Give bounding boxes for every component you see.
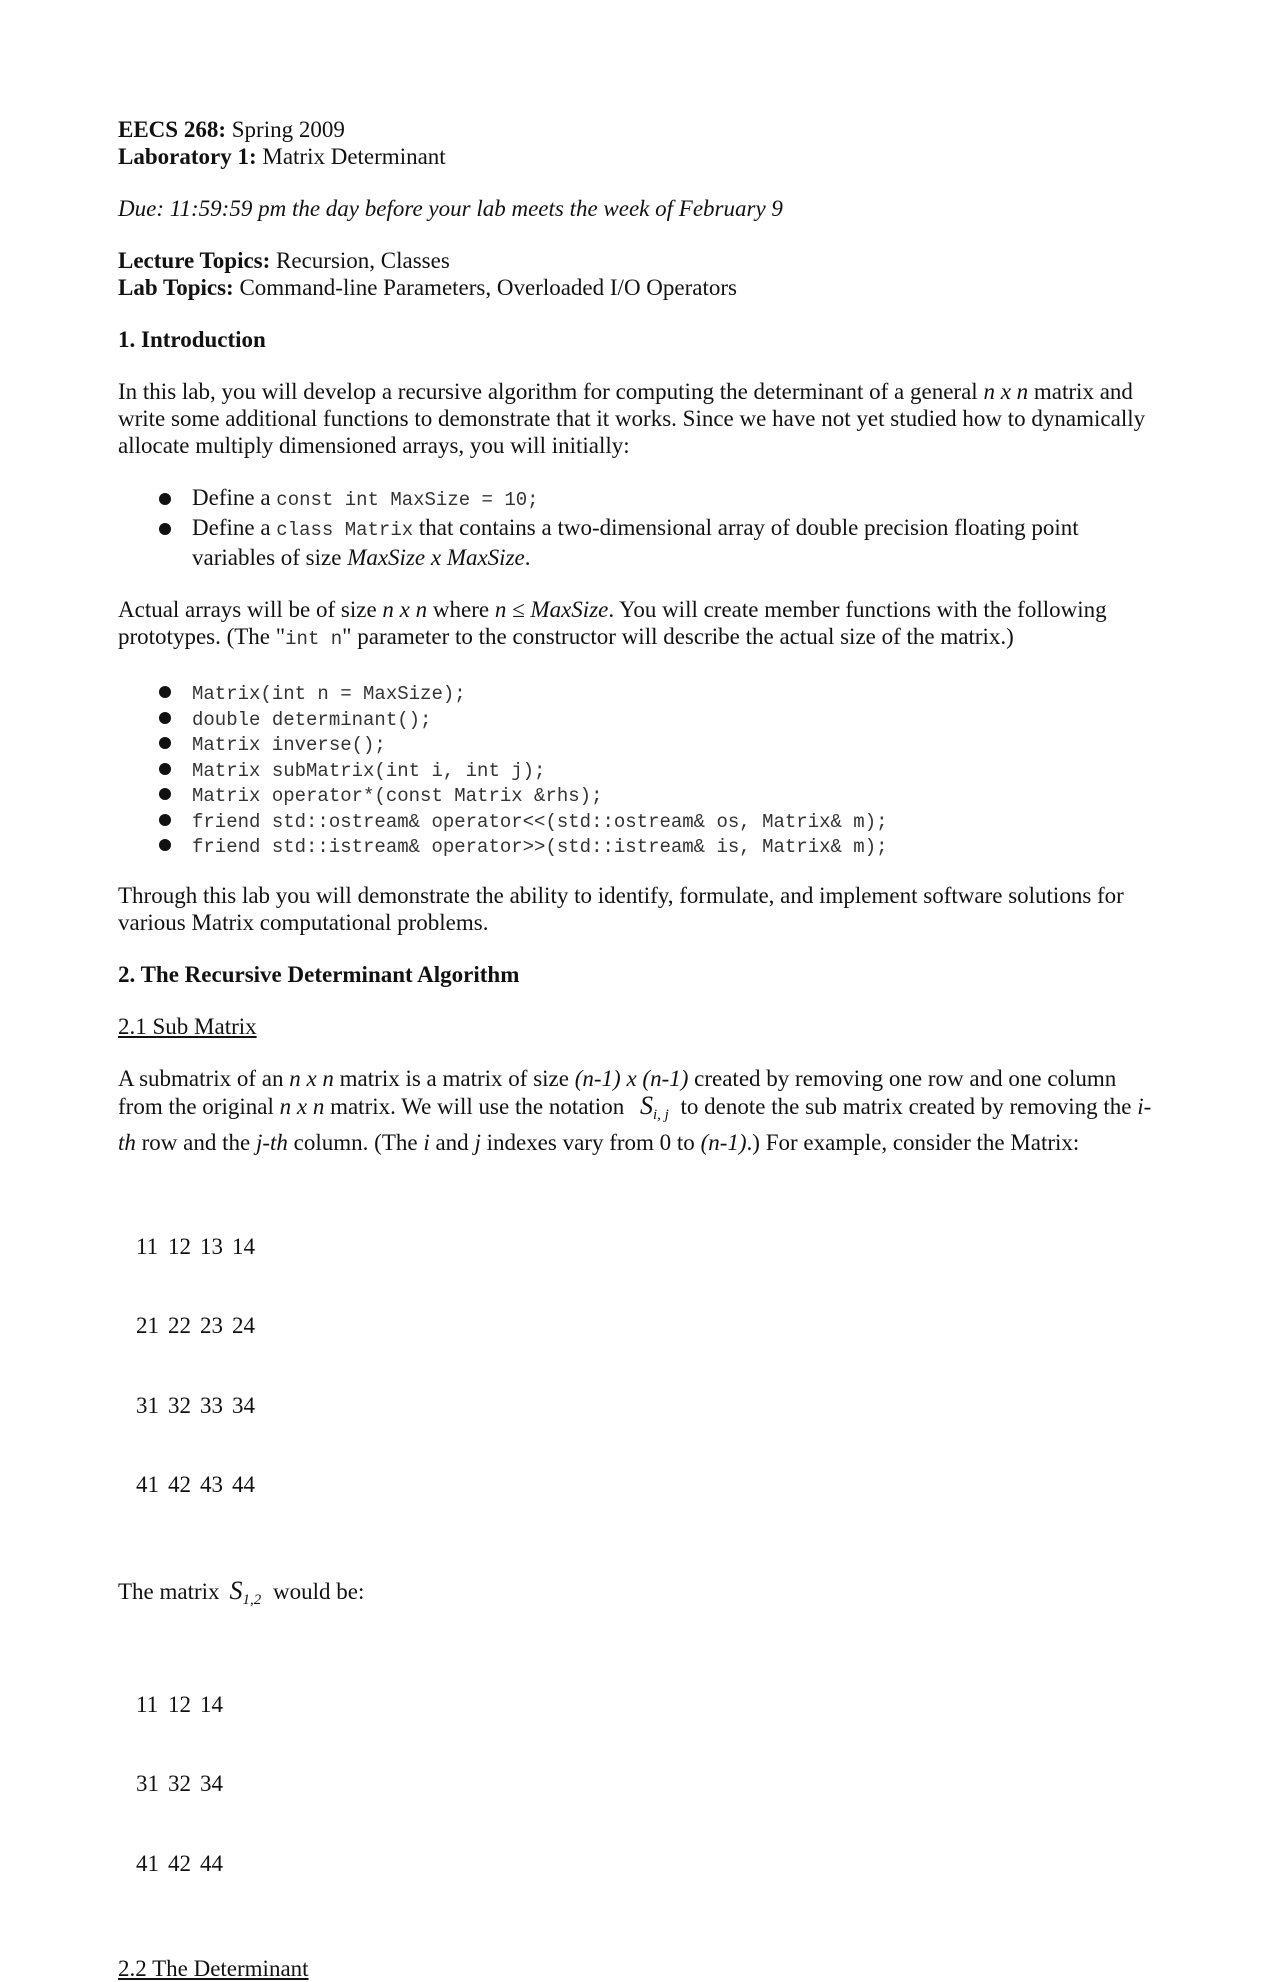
- closing-paragraph: Through this lab you will demonstrate the ability to identify, formulate, and implement software solutions for various Matrix computational problems.: [118, 882, 1124, 935]
- notation-symbol: $S_{i, j}$: [639, 1090, 669, 1123]
- bullet-icon: [159, 839, 171, 851]
- course-line: [118, 116, 1158, 143]
- prototype-list: [118, 678, 1158, 857]
- bullet-icon: [159, 523, 171, 535]
- matrix-row: 31 32 34: [136, 1771, 223, 1796]
- lab-line: [118, 143, 1158, 170]
- subsection-2-2-heading: 2.2 The Determinant: [118, 1956, 309, 1981]
- example-matrix: [118, 1181, 1158, 1552]
- list-item: Define a const int MaxSize = 10;: [118, 484, 1158, 514]
- section-1-heading: 1. Introduction: [118, 327, 266, 352]
- due-date: Due: 11:59:59 pm the day before your lab meets the week of February 9: [118, 196, 783, 221]
- intro-paragraph: In this lab, you will develop a recursive algorithm for computing the determinant of a general n x n matrix and write some additional functions to demonstrate that it works. Since we have not yet studied how to dynamically allocate multiply dimensioned arrays, you will initially:: [118, 379, 1146, 458]
- document-page: [118, 116, 1158, 1982]
- prototype-code: Matrix operator*(const Matrix &rhs);: [192, 785, 603, 807]
- lab-value: Matrix Determinant: [262, 144, 446, 169]
- bullet-icon: [159, 686, 171, 698]
- lab-label: Laboratory 1:: [118, 144, 257, 169]
- list-item: [118, 729, 1158, 755]
- list-item: [118, 780, 1158, 806]
- lecture-topics-value: Recursion, Classes: [276, 248, 450, 273]
- matrix-row: 41 42 43 44: [136, 1472, 255, 1497]
- matrix-row: 11 12 14: [136, 1691, 223, 1717]
- lab-topics-label: Lab Topics:: [118, 275, 234, 300]
- lecture-topics: [118, 247, 1158, 274]
- code-snippet: const int MaxSize = 10;: [276, 489, 539, 511]
- list-item: [118, 678, 1158, 704]
- list-item: Define a class Matrix that contains a two-dimensional array of double precision floating point variables of size MaxSize x MaxSize.: [118, 514, 1158, 571]
- matrix-row: 41 42 44: [136, 1850, 223, 1876]
- lecture-topics-label: Lecture Topics:: [118, 248, 271, 273]
- initial-bullets: [118, 484, 1158, 571]
- actual-size-paragraph: Actual arrays will be of size n x n where n ≤ MaxSize. You will create member functions with the following prototypes. (The "int n" parameter to the constructor will describe the actual size of the matrix.): [118, 597, 1107, 650]
- code-snippet: class Matrix: [276, 519, 414, 541]
- list-item: [118, 704, 1158, 730]
- course-label: EECS 268:: [118, 117, 226, 142]
- prototype-code: Matrix(int n = MaxSize);: [192, 683, 466, 705]
- bullet-icon: [159, 493, 171, 505]
- prototype-code: friend std::ostream& operator<<(std::ostream& os, Matrix& m);: [192, 810, 888, 833]
- course-value: Spring 2009: [231, 117, 345, 142]
- matrix-row: 21 22 23 24: [136, 1313, 255, 1338]
- prototype-code: double determinant();: [192, 708, 432, 731]
- list-item: [118, 755, 1158, 781]
- prototype-code: friend std::istream& operator>>(std::istream& is, Matrix& m);: [192, 836, 888, 858]
- bullet-icon: [159, 788, 171, 800]
- lab-topics: [118, 274, 1158, 301]
- subsection-2-1-heading: 2.1 Sub Matrix: [118, 1013, 257, 1039]
- bullet-icon: [159, 763, 171, 775]
- prototype-code: Matrix inverse();: [192, 734, 386, 756]
- bullet-icon: [159, 814, 171, 826]
- submatrix-paragraph: A submatrix of an n x n matrix is a matrix of size (n-1) x (n-1) created by removing one row and one column from the original n x n matrix. We will use the notation $S_{i, j}$ to denote the sub matrix created by removing the i-th row and the j-th column. (The i and j indexes vary from 0 to (n-1).) For example, consider the Matrix:: [118, 1065, 1152, 1155]
- section-2-heading: 2. The Recursive Determinant Algorithm: [118, 961, 520, 987]
- the-matrix-line: The matrix $S_{1,2}$ would be:: [118, 1575, 365, 1608]
- matrix-row: 31 32 33 34: [136, 1392, 255, 1418]
- bullet-icon: [159, 737, 171, 749]
- lab-topics-value: Command-line Parameters, Overloaded I/O Operators: [239, 275, 737, 300]
- bullet-icon: [159, 712, 171, 724]
- code-snippet: int n: [285, 628, 343, 650]
- matrix-row: 11 12 13 14: [136, 1233, 255, 1259]
- notation-symbol: $S_{1,2}$: [229, 1575, 262, 1608]
- list-item: [118, 806, 1158, 832]
- submatrix-example: [118, 1639, 1158, 1931]
- prototype-code: Matrix subMatrix(int i, int j);: [192, 759, 546, 782]
- list-item: [118, 831, 1158, 857]
